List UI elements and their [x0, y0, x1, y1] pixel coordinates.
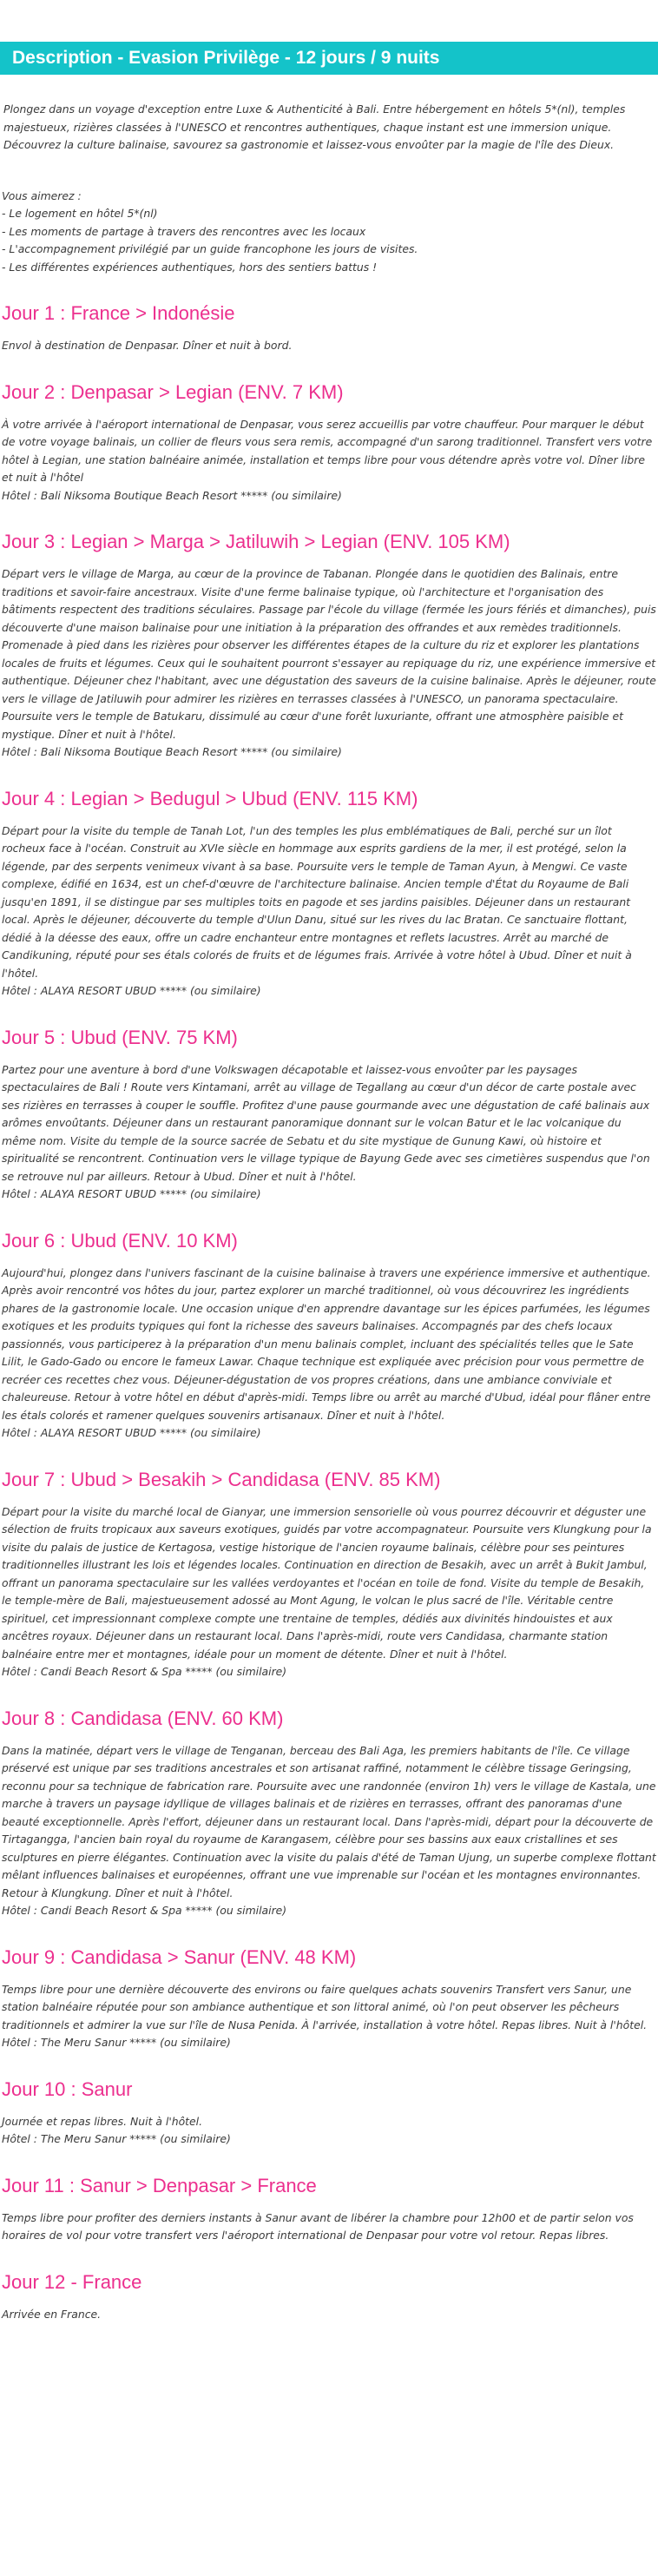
highlight-item: - L'accompagnement privilégié par un guide francophone les jours de visites. [2, 242, 418, 255]
day-hotel: Hôtel : Candi Beach Resort & Spa ***** (ou similaire) [2, 1904, 287, 1917]
day-title: Jour 8 : Candidasa (ENV. 60 KM) [2, 1707, 284, 1729]
day-section [0, 2078, 658, 2149]
day-description: Arrivée en France. [2, 2307, 102, 2321]
day-section [0, 1230, 658, 1443]
day-title: Jour 12 - France [2, 2270, 142, 2293]
day-description [0, 565, 658, 762]
day-section [0, 381, 658, 505]
day-description [0, 1742, 658, 1920]
day-description: Envol à destination de Denpasar. Dîner et nuit à bord. [2, 339, 293, 352]
day-title: Jour 3 : Legian > Marga > Jatiluwih > Legian (ENV. 105 KM) [2, 531, 510, 552]
day-title: Jour 11 : Sanur > Denpasar > France [2, 2174, 317, 2196]
day-hotel: Hôtel : The Meru Sanur ***** (ou similaire) [2, 2036, 231, 2049]
intro-section [0, 101, 658, 155]
day-description [0, 1061, 658, 1204]
day-body-text: Départ vers le village de Marga, au cœur de la province de Tabanan. Plongée dans le quotidien des Balinais, entre traditions et savoir-faire ancestraux. Visite d'une ferme balinaise typique, où l'architecture et l'organisation des bâtiments respectent des traditions séculaires. Passage par l'école du village (fermée les jours fériés et dimanches), puis découverte d'une maison balinaise pour une initiation à la préparation des offrandes et aux remèdes traditionnels. Promenade à pied dans les rizières pour observer les différentes étapes de la culture du riz et explorer les plantations locales de fruits et légumes. Ceux qui le souhaitent pourront s'essayer au repiquage du riz, une expérience immersive et authentique. Déjeuner chez l'habitant, avec une dégustation des saveurs de la cuisine balinaise. Après le déjeuner, route vers le village de Jatiluwih pour admirer les rizières en terrasses classées à l'UNESCO, un panorama spectaculaire. Poursuite vers le temple de Batukaru, dissimulé au cœur d'une forêt luxuriante, offrant une atmosphère paisible et mystique. Dîner et nuit à l'hôtel. [2, 567, 656, 741]
day-body-text: Départ pour la visite du marché local de Gianyar, une immersion sensorielle où vous pourrez découvrir et déguster une sélection de fruits tropicaux aux saveurs exotiques, guidés par votre accompagnateur. Poursuite vers Klungkung pour la visite du palais de justice de Kertagosa, vestige historique de l'ancien royaume balinais, célèbre pour ses peintures traditionnelles illustrant les lois et légendes locales. Continuation en direction de Besakih, avec un arrêt à Bukit Jambul, offrant un panorama spectaculaire sur les vallées verdoyantes et l'océan en toile de fond. Visite du temple de Besakih, le temple-mère de Bali, majestueusement adossé au Mont Agung, le volcan le plus sacré de l'île. Véritable centre spirituel, cet impressionnant complexe compte une trentaine de temples, dédiés aux divinités hindouistes et aux ancêtres royaux. Déjeuner dans un restaurant local. Dans l'après-midi, route vers Candidasa, charmante station balnéaire entre mer et montagnes, idéale pour un moment de détente. Dîner et nuit à l'hôtel. [2, 1504, 652, 1661]
day-hotel: Hôtel : Bali Niksoma Boutique Beach Resort ***** (ou similaire) [2, 488, 342, 502]
description-header: Description - Evasion Privilège - 12 jours / 9 nuits [0, 42, 658, 75]
day-body-text: Journée et repas libres. Nuit à l'hôtel. [2, 2114, 203, 2128]
day-title: Jour 2 : Denpasar > Legian (ENV. 7 KM) [2, 380, 344, 403]
day-description [0, 1981, 658, 2052]
day-hotel: Hôtel : The Meru Sanur ***** (ou similaire) [2, 2132, 231, 2145]
day-description [0, 416, 658, 505]
intro-paragraph: Plongez dans un voyage d'exception entre Luxe & Authenticité à Bali. Entre hébergement en hôtels 5*(nl), temples majestueux, rizières classées à l'UNESCO et rencontres authentiques, chaque instant est une immersion unique. Découvrez la culture balinaise, savourez sa gastronomie et laissez-vous envoûter par la magie de l'île des Dieux. [3, 102, 626, 151]
day-title: Jour 5 : Ubud (ENV. 75 KM) [2, 1026, 238, 1048]
day-section [0, 2271, 658, 2324]
day-description [0, 2113, 658, 2149]
day-title: Jour 10 : Sanur [2, 2077, 133, 2100]
day-section [0, 302, 658, 355]
day-description [0, 822, 658, 1001]
highlight-item: - Le logement en hôtel 5*(nl) [2, 207, 158, 220]
itinerary-page [0, 42, 658, 2341]
highlights-heading: Vous aimerez : [2, 188, 82, 202]
highlight-item: - Les différentes expériences authentiques, hors des sentiers battus ! [2, 260, 378, 274]
day-section [0, 1946, 658, 2052]
day-title: Jour 7 : Ubud > Besakih > Candidasa (ENV. 85 KM) [2, 1468, 441, 1490]
day-body-text: Départ pour la visite du temple de Tanah Lot, l'un des temples les plus emblématiques de Bali, perché sur un îlot rocheux face à l'océan. Construit au XVIe siècle en hommage aux esprits gardiens de la mer, il est protégé, selon la légende, par des serpents venimeux vivant à sa base. Poursuite vers le temple de Taman Ayun, à Mengwi. Ce vaste complexe, édifié en 1634, est un chef-d'œuvre de l'architecture balinaise. Ancien temple d'État du Royaume de Bali jusqu'en 1891, il se distingue par ses multiples toits en pagode et ses jardins paisibles. Déjeuner dans un restaurant local. Après le déjeuner, découverte du temple d'Ulun Danu, situé sur les rives du lac Bratan. Ce sanctuaire flottant, dédié à la déesse des eaux, offre un cadre enchanteur entre montagnes et reflets lacustres. Arrêt au marché de Candikuning, réputé pour ses étals colorés de fruits et de légumes frais. Arrivée à votre hôtel à Ubud. Dîner et nuit à l'hôtel. [2, 823, 632, 980]
day-title: Jour 4 : Legian > Bedugul > Ubud (ENV. 115 KM) [2, 787, 418, 809]
day-body-text: Partez pour une aventure à bord d'une Volkswagen décapotable et laissez-vous envoûter par les paysages spectaculaires de Bali ! Route vers Kintamani, arrêt au village de Tegallang au cœur d'un décor de carte postale avec ses rizières en terrasses à couper le souffle. Profitez d'une pause gourmande avec une dégustation de café balinais aux arômes envoûtants. Déjeuner dans un restaurant panoramique donnant sur le volcan Batur et le lac volcanique du même nom. Visite du temple de la source sacrée de Sebatu et du site mystique de Gunung Kawi, où histoire et spiritualité se rencontrent. Continuation vers le village typique de Bayung Gede avec ses cimetières suspendus que l'on se retrouve nul par ailleurs. Retour à Ubud. Dîner et nuit à l'hôtel. [2, 1062, 650, 1183]
day-section [0, 788, 658, 1001]
day-hotel: Hôtel : ALAYA RESORT UBUD ***** (ou similaire) [2, 984, 261, 997]
day-hotel: Hôtel : Candi Beach Resort & Spa ***** (ou similaire) [2, 1665, 287, 1678]
day-title: Jour 9 : Candidasa > Sanur (ENV. 48 KM) [2, 1945, 357, 1968]
day-title: Jour 1 : France > Indonésie [2, 302, 235, 324]
day-title: Jour 6 : Ubud (ENV. 10 KM) [2, 1229, 238, 1252]
day-hotel: Hôtel : ALAYA RESORT UBUD ***** (ou similaire) [2, 1187, 261, 1200]
highlight-item: - Les moments de partage à travers des rencontres avec les locaux [2, 224, 366, 238]
day-body-text: À votre arrivée à l'aéroport international de Denpasar, vous serez accueillis par votre chauffeur. Pour marquer le début de votre voyage balinais, un collier de fleurs vous sera remis, accompagné d'un sarong traditionnel. Transfert vers votre hôtel à Legian, une station balnéaire animée, installation et temps libre pour vous détendre après votre vol. Dîner libre et nuit à l'hôtel [2, 417, 653, 484]
highlights-section [0, 188, 658, 277]
day-section [0, 531, 658, 762]
highlights-list [0, 188, 658, 277]
day-description: Temps libre pour profiter des derniers instants à Sanur avant de libérer la chambre pour 12h00 et de partir selon vos horaires de vol pour votre transfert vers l'aéroport international de Denpasar pour votre vol retour. Repas libres. [2, 2210, 634, 2242]
day-description [0, 1265, 658, 1443]
day-section [0, 1027, 658, 1204]
day-section [0, 1469, 658, 1681]
day-body-text: Aujourd'hui, plongez dans l'univers fascinant de la cuisine balinaise à travers une expérience immersive et authentique. Après avoir rencontré vos hôtes du jour, partez explorer un marché traditionnel, où vous découvrirez les ingrédients phares de la gastronomie locale. Une occasion unique d'en apprendre davantage sur les épices parfumées, les légumes exotiques et les produits typiques qui font la richesse des saveurs balinaises. Accompagnés par des chefs locaux passionnés, vous participerez à la préparation d'un menu balinais complet, incluant des spécialités telles que le Sate Lilit, le Gado-Gado ou encore le fameux Lawar. Chaque technique est expliquée avec précision pour vous permettre de recréer ces recettes chez vous. Déjeuner-dégustation de vos propres créations, dans une ambiance conviviale et chaleureuse. Retour à votre hôtel en début d'après-midi. Temps libre ou arrêt au marché d'Ubud, idéal pour flâner entre les étals colorés et ramener quelques souvenirs artisanaux. Dîner et nuit à l'hôtel. [2, 1265, 651, 1422]
day-hotel: Hôtel : ALAYA RESORT UBUD ***** (ou similaire) [2, 1426, 261, 1439]
day-section [0, 2175, 658, 2245]
day-section [0, 1707, 658, 1920]
day-body-text: Dans la matinée, départ vers le village de Tenganan, berceau des Bali Aga, les premiers habitants de l'île. Ce village préservé est unique par ses traditions ancestrales et son artisanat raffiné, notamment le célèbre tissage Geringsing, reconnu pour sa technique de fabrication rare. Poursuite avec une randonnée (environ 1h) vers le village de Kastala, une marche à travers un paysage idyllique de villages balinais et de rizières en terrasses, offrant des panoramas d'une beauté exceptionnelle. Après l'effort, déjeuner dans un restaurant local. Dans l'après-midi, départ pour la découverte de Tirtagangga, l'ancien bain royal du royaume de Karangasem, célèbre pour ses bassins aux eaux cristallines et ses sculptures en pierre élégantes. Continuation avec la visite du palais d'été de Taman Ujung, un superbe complexe flottant mêlant influences balinaises et européennes, offrant une vue imprenable sur l'océan et les montagnes environnantes. Retour à Klungkung. Dîner et nuit à l'hôtel. [2, 1743, 656, 1899]
day-description [0, 1503, 658, 1681]
day-body-text: Temps libre pour une dernière découverte des environs ou faire quelques achats souvenirs Transfert vers Sanur, une station balnéaire réputée pour son ambiance authentique et son littoral animé, où l'on peut observer les pêcheurs traditionnels et admirer la vue sur l'île de Nusa Penida. À l'arrivée, installation à votre hôtel. Repas libres. Nuit à l'hôtel. [2, 1982, 648, 2031]
day-hotel: Hôtel : Bali Niksoma Boutique Beach Resort ***** (ou similaire) [2, 745, 342, 758]
